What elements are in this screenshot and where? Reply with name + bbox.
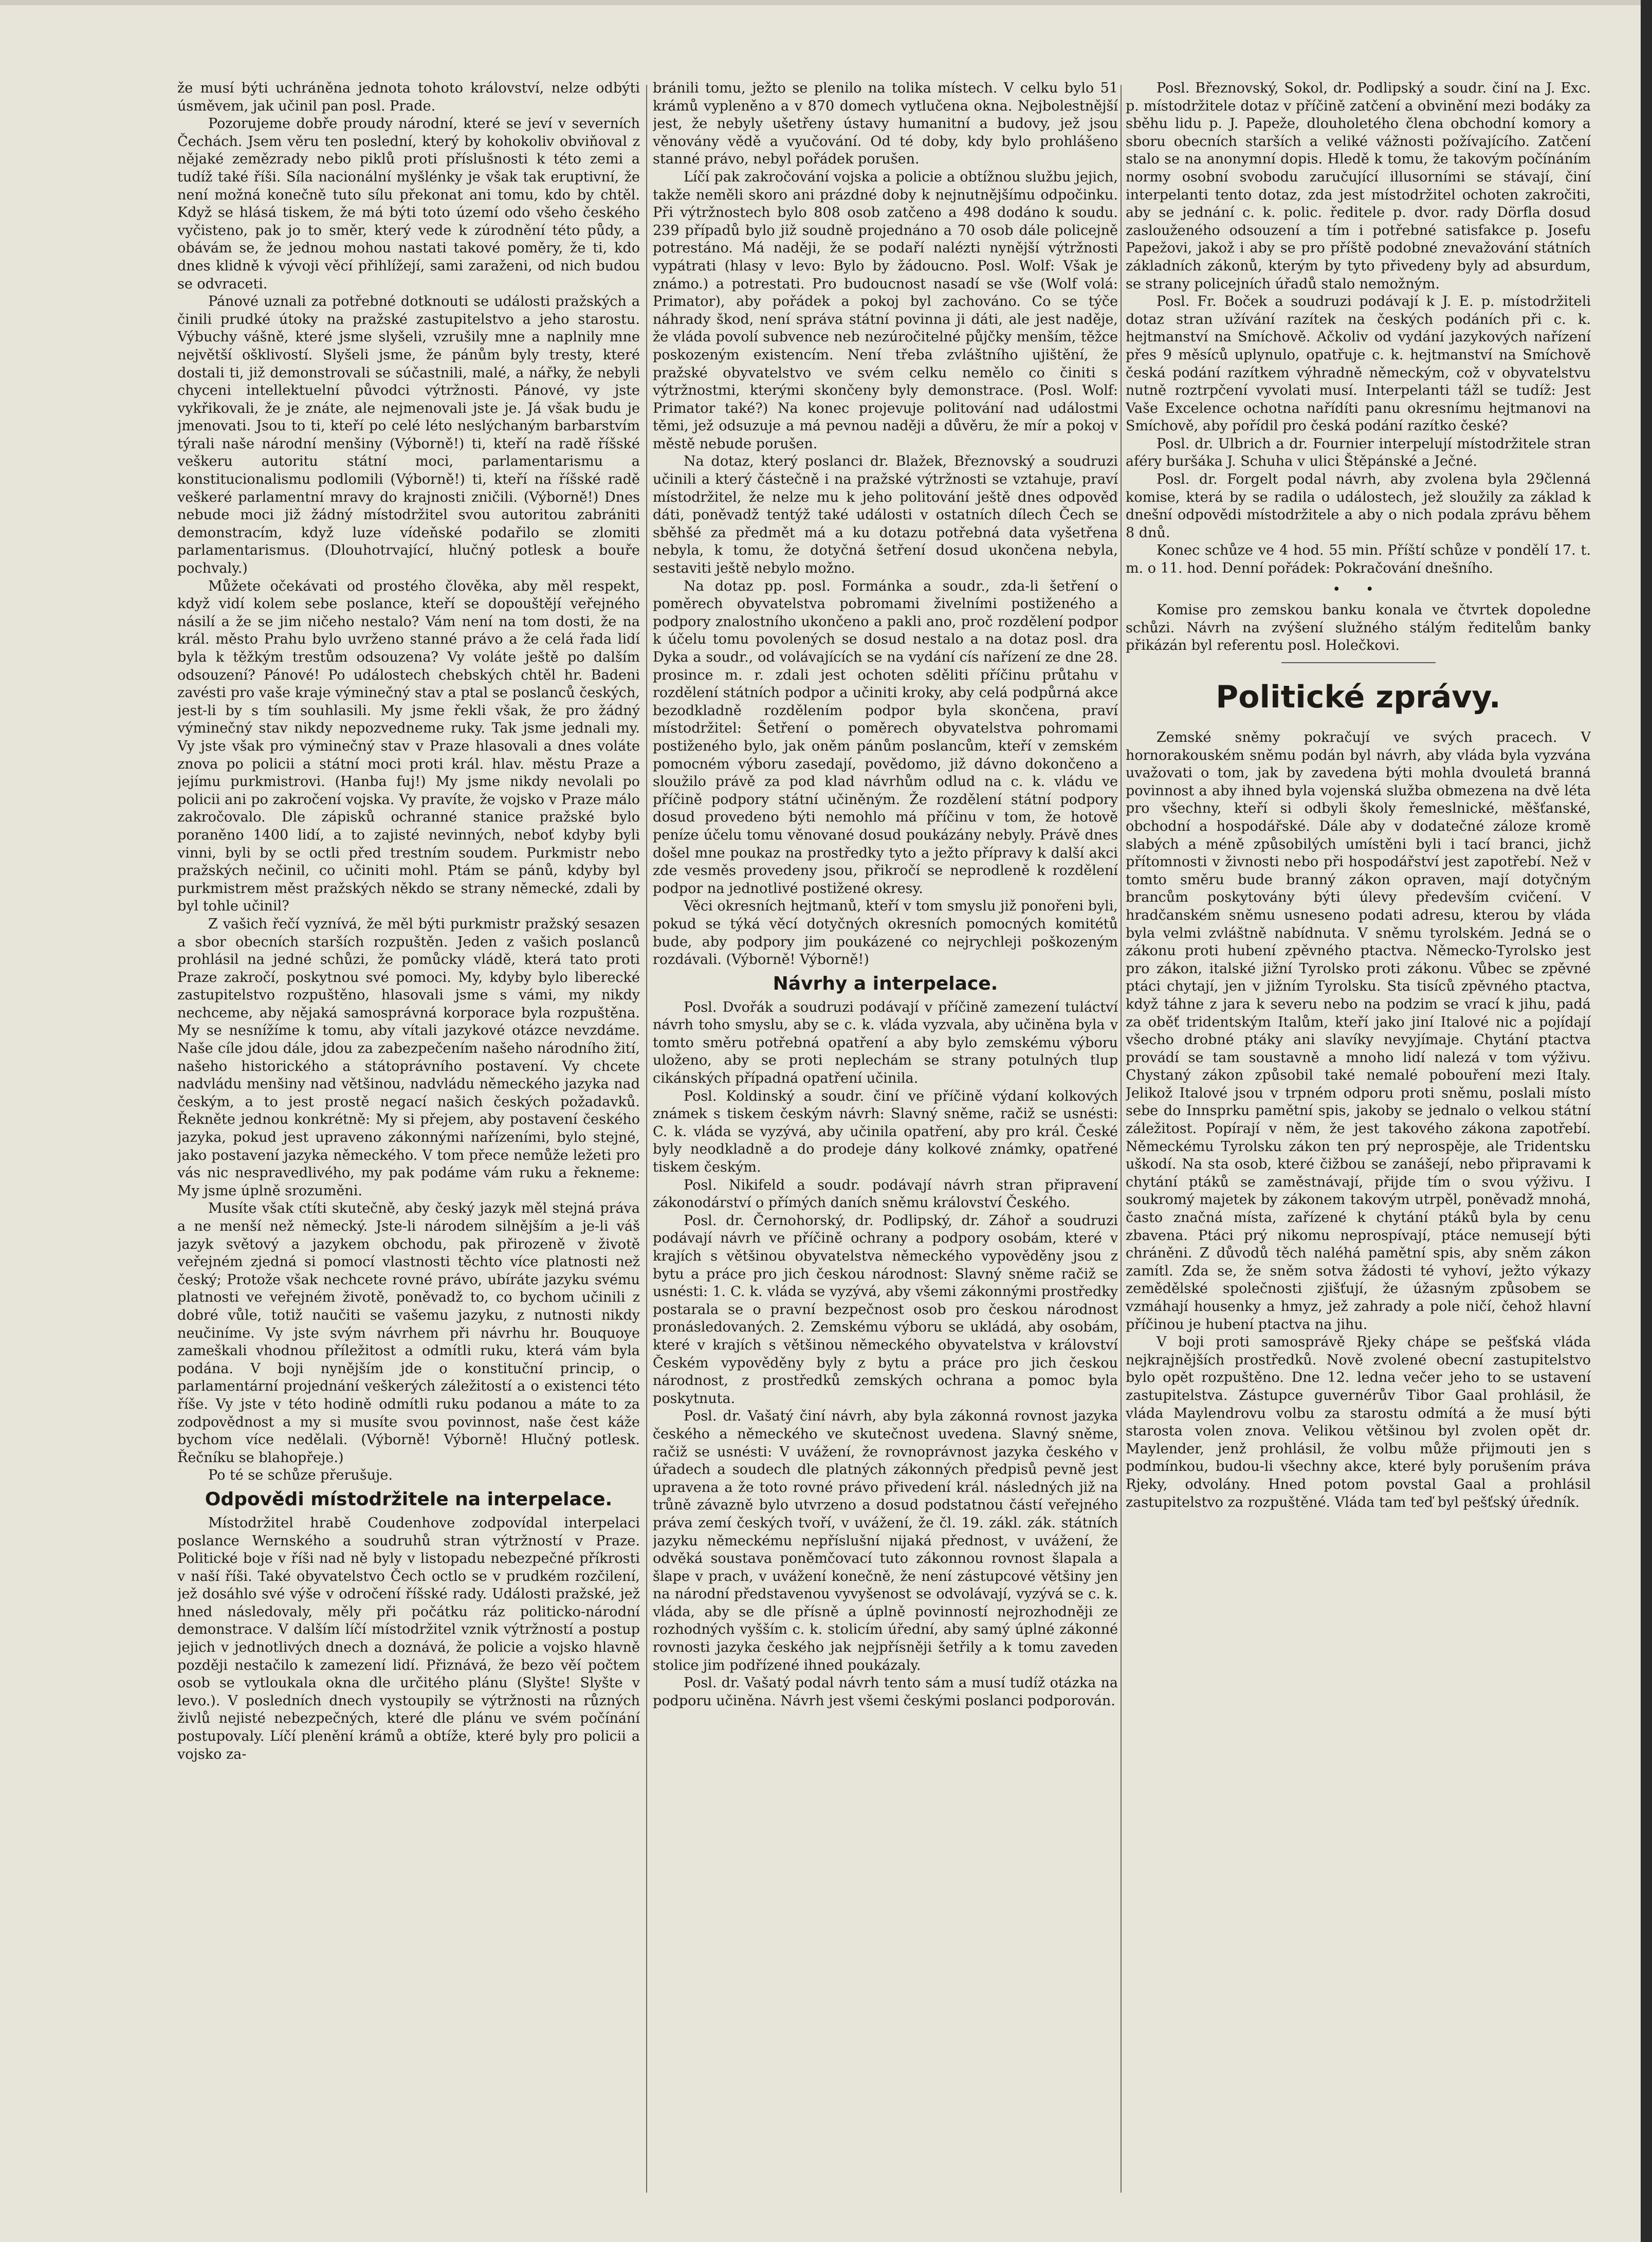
paragraph: V boji proti samosprávě Rjeky chápe se pešťská vláda nejkrajnějších prostředků. Nově zvolené obecní zastupitelstvo bylo opět rozpuštěno. Dne 12. ledna večer jeho to se ustavení zastupitelstva. Zástupce guvernérův Tibor Gaal prohlásil, že vláda Maylendrovu volbu za starostu odmítá a že musí býti starosta volen znova. Velikou většinou byl zvolen opět dr. Maylender, jenž prohlásil, že volbu může přijmouti jen s podmínkou, budou-li všechny akce, které byly porušením práva Rjeky, odvolány. Hned potom povstal Gaal a prohlásil zastupitelstvo za rozpuštěné. Vláda tam teď byl pešťský úředník.	[1126, 1334, 1591, 1510]
paragraph: Můžete očekávati od prostého člověka, aby měl respekt, když vidí kolem sebe poslance, kteří se dopouštějí veřejného násilí a že se jim ničeho nestalo? Vám není na tom dosti, že na král. město Prahu bylo uvrženo stanné právo a že celá řada lidí byla k těžkým trestům odsouzena? Vy voláte ještě po dalším odsouzení? Pánové! Po událostech chebských chtěl hr. Badeni zavésti pro vaše kraje výminečný stav a ptal se poslanců českých, jest-li by s tím souhlasili. My jsme řekli však, že pro žádný výminečný stav nikdy nepozvedneme ruky. Tak jsme jednali my. Vy jste však pro výminečný stav v Praze hlasovali a dnes voláte znova po policii a státní moci proti král. hlav. městu Praze a jejímu purkmistrovi. (Hanba fuj!) My jsme nikdy nevolali po policii ani po zakročení vojska. Vy pravíte, že vojsko v Praze málo zakročovalo. Dle zápisků ochranné stanice pražské bylo poraněno 1400 lidí, a to zajisté nevinných, neboť kdyby byli vinni, byli by se octli před trestním soudem. Purkmistr nebo pražských nečinil, co učiniti mohl. Ptám se pánů, kdyby byl purkmistrem měst pražských někdo se strany německé, zdali by byl tohle učinil?	[177, 578, 640, 915]
section-heading: Odpovědi místodržitele na interpelace.	[205, 1488, 613, 1510]
paragraph: Pánové uznali za potřebné dotknouti se události pražských a činili prudké útoky na pražské zastupitelstvo a jeho starostu. Výbuchy vášně, které jsme slyšeli, vzrušily mne a naplnily mne největší ošklivostí. Slyšeli jsme, že pánům byly tresty, které dostali ti, již demonstrovali se súčastnili, malé, a nářky, že nebyli chyceni intellektuelní původci výtržnosti. Pánové, vy jste vykřikovali, že je znáte, ale nejmenovali jste je. Já však budu je jmenovati. Jsou to ti, kteří po celé léto neslýchaným barbarstvím týrali naše národní menšiny (Výborně!) ti, kteří na radě říšské veškeru autoritu státní moci, parlamentarismu a konstitucionalismu podlomili (Výborně!) ti, kteří na říšské radě veškeré parlamentní mravy do krajnosti zničili. (Výborně!) Dnes nebude moci již žádný místodržitel svou autoritou zabrániti demonstracím, když luze vídeňské podařilo se zlomiti parlamentarismus. (Dlouhotrvající, hlučný potlesk a bouře pochvaly.)	[177, 294, 640, 577]
paragraph: Musíte však ctíti skutečně, aby český jazyk měl stejná práva a ne menší než německý. Jste-li národem silnějším a je-li váš jazyk světový a jazykem obchodu, pak přirozeně v životě veřejném zjedná si pomocí vlastnosti těchto více platnosti než český; Protože však nechcete rovné právo, ubíráte jazyku svému platnosti ve veřejném životě, poněvadž to, co bychom učinili z dobré vůle, totiž naučiti se vašemu jazyku, z nutnosti nikdy neučiníme. Vy jste svým návrhem při návrhu hr. Bouquoye zameškali vhodnou příležitost a odmítli ruku, která vám byla podána. V boji nynějším jde o konstituční princip, o parlamentární projednání veškerých záležitostí a o existenci této říše. Vy jste v této hodině odmítli ruku podanou a máte to za zodpovědnost a my si musíte svou povinnost, naše čest káže bychom více nedělali. (Výborně! Výborně! Hlučný potlesk. Řečníku se blahopřeje.)	[177, 1200, 640, 1466]
column-2	[653, 80, 1118, 2213]
short-rule	[1281, 662, 1436, 663]
paragraph: Posl. Koldinský a soudr. činí ve příčině výdaní kolkových známek s tiskem českým návrh: Slavný sněme, račiž se usnésti: C. k. vláda se vyzývá, aby učinila opatření, aby pro král. České byly neodkladně a do prodeje dány kolkové známky, opatřené tiskem českým.	[653, 1088, 1118, 1176]
paragraph: Z vašich řečí vyznívá, že měl býti purkmistr pražský sesazen a sbor obecních starších rozpuštěn. Jeden z vašich poslanců prohlásil na jedné schůzi, že pomůcky vládě, která tato proti Praze zakročí, poskytnou své pomoci. My, kdyby bylo liberecké zastupitelstvo rozpuštěno, hlasovali jsme s vámi, my nikdy nechceme, aby nějaká samosprávná korporace byla rozpuštěna. My se nesnížíme k tomu, aby vítali jazykové otázce nevzdáme. Naše cíle jdou dále, jdou za zabezpečením našeho národního žití, našeho historického a státoprávního postavení. Vy chcete nadvládu menšiny nad většinou, nadvládu německého jazyka nad českým, a to jest prostě negací našich českých požadavků. Řekněte jednou konkrétně: My si přejem, aby postavení českého jazyka, pokud jest upraveno zákonnými nařízeními, bylo stejné, jako postavení jazyka německého. V tom přece nemůže ležeti pro vás nic nespravedlivého, my pak podáme vám ruku a řekneme: My jsme úplně srozuměni.	[177, 916, 640, 1199]
paragraph: Na dotaz pp. posl. Formánka a soudr., zda-li šetření o poměrech obyvatelstva pobromami živelními postiženého a podpory znalostního ukončeno a pakli ano, proč rozdělení podpor k účelu tomu povolených se dosud nestalo a na dotaz posl. dra Dyka a soudr., od volávajících se na vydání cís nařízení ze dne 28. prosince m. r. zdali jest ochoten sděliti příčinu průtahu v rozdělení státních podpor a učiniti kroky, aby celá podpůrná akce bezodkladně rozdělením podpor byla skončena, praví místodržitel: Šetření o poměrech obyvatelstva pohromami postiženého bylo, jak oněm pánům poslancům, kteří v zemském pomocném výboru zasedají, povědomo, již dávno dokončeno a sloužilo právě za pod klad návrhům odlud na c. k. vládu ve příčině podpory státní učiněným. Že rozdělení státní podpory dosud provedeno býti nemohlo má příčinu v tom, že hotově peníze účelu tomu věnované dosud poukázány nebyly. Právě dnes došel mne poukaz na prostředky tyto a ježto přípravy k další akci zde vesměs provedeny jsou, přikročí se neprodleně k rozdělení podpor na jednotlivé postižené okresy.	[653, 578, 1118, 897]
paragraph: Pozorujeme dobře proudy národní, které se jeví v severních Čechách. Jsem věru ten poslední, který by kohokoliv obviňoval z nějaké zemězrady nebo piklů proti příslušnosti k této zemi a tudíž také říši. Síla nacionální myšlénky je však tak eruptivní, že není možná konečně tuto sílu překonat ani tomu, kdo by chtěl. Když se hlásá tiskem, že má býti toto území odo všeho českého vyčisteno, pak jo to směr, který vede k zúrodnění této půdy, a obávám se, že jednou mohou nastati takové poměry, že ti, kdo dnes klidně k vývoji věcí přihlížejí, sami zaraženi, od nich budou se odvraceti.	[177, 116, 640, 292]
paragraph: Posl. Nikifeld a soudr. podávají návrh stran připravení zákonodárství o přímých daních sněmu království Českého.	[653, 1177, 1118, 1211]
column-rule	[646, 85, 647, 2193]
column-3	[1126, 80, 1591, 2213]
paragraph: Zemské sněmy pokračují ve svých pracech. V hornorakouském sněmu podán byl návrh, aby vláda byla vyzvána uvažovati o tom, jak by zavedena býti mohla dvouletá branná povinnost a aby ihned byla vojenská služba obmezena na dvě léta pro všechny, kteří si odbyli školy řemeslnické, měšťanské, obchodní a hospodářské. Dále aby v dodatečné záloze kromě slabých a méně způsobilých umístěni byli i tací branci, jichž přítomnosti v živnosti nebo při hospodářství jest zapotřebí. Než v tomto směru bude branný zákon opraven, mají dotyčným brancům poskytovány býti úlevy především cvičení. V hradčanském sněmu usneseno podati adresu, kterou by vláda byla velmi zvláštně nabídnuta. V sněmu tyrolském. Jedná se o zákonu proti hubení zpěvného ptactva. Německo-Tyrolsko jest pro zákon, italské jižní Tyrolsko proti zákonu. Vůbec se zpěvné ptáci chytají, jen v jižním Tyrolsku. Sta tisíců zpěvného ptactva, když táhne z jara k severu nebo na podzim se vrací k jihu, padá za oběť tridentským Italům, kteří jako jiní Italové nic a pojídají všecho drobné ptáky ani slavíky nevyjímaje. Chytání ptactva provádí se tam soustavně a mnoho lidí nalezá v tom výživu. Chystaný zákon způsobil také nemalé pobouření mezi Italy. Jelikož Italové jsou v trpném odporu proti sněmu, poslali místo sebe do Innsprku pamětní spis, jakoby se jednalo o velkou státní záležitost. Popírají v něm, že jest takového zákona zapotřebí. Německému Tyrolsku zákon ten prý neprospěje, ale Tridentsku uškodí. Na sta osob, které čižbou se zanášejí, nebo připravami k chytání ptáků se zaměstnávají, přijde tím o svou výživu. I soukromý majetek by zákonem takovým utrpěl, poněvadž mnohá, často značná místa, zařízené k chytání ptáků byla by cenu zbavena. Ptáci prý nikomu neprospívají, ptáce nemusejí býti chráněni. Z důvodů těch naléhá pamětní spis, aby sněm zákon zamítl. Zda se, že sněm sotva žádosti té vyhoví, ježto výkazy zemědělské společnosti zjišťují, že úžasným způsobem se vzmáhají housenky a hmyz, jež zahrady a pole ničí, čehož hlavní příčinou je hubení ptactva na jihu.	[1126, 730, 1591, 1333]
top-rule	[0, 0, 1652, 5]
column-rule	[1121, 85, 1122, 2193]
paragraph: Posl. dr. Vašatý podal návrh tento sám a musí tudíž otázka na podporu učiněna. Návrh jest všemi českými poslanci podporován.	[653, 1675, 1118, 1709]
paragraph: Posl. Fr. Boček a soudruzi podávají k J. E. p. místodržiteli dotaz stran užívání razítek na českých podáních při c. k. hejtmanství na Smíchově. Ačkoliv od vydání jazykových nařízení přes 9 měsíců uplynulo, opatřuje c. k. hejtmanství na Smíchově česká podání razítkem výhradně německým, což v obyvatelstvu nutně roztrpčení vyvolati musí. Interpelanti tážl se tudíž: Jest Vaše Excelence ochotna nařídíti panu okresnímu hejtmanovi na Smíchově, aby pořídil pro česká podání razítko české?	[1126, 294, 1591, 434]
section-heading: Politické zprávy.	[1216, 679, 1501, 715]
paragraph: Na dotaz, který poslanci dr. Blažek, Březnovský a soudruzi učinili a který částečně i na pražské výtržnosti se vztahuje, praví místodržitel, že nelze mu k jeho politování ještě dnes odpověď dáti, poněvadž tentýž také události v ostatních dílech Čech se sběhšé za předmět má a ku dotazu potřebná data vyšetřena nebyla, k tomu, že dotyčná šetření dosud ukončena nebyla, sestaviti ještě nebylo možno.	[653, 453, 1118, 577]
paragraph: Věci okresních hejtmanů, kteří v tom smyslu již ponořeni byli, pokud se týká věcí dotyčných okresních pomocných komitétů bude, aby podpory jim poukázené co nejrychleji poškozeným rozdávali. (Výborně! Výborně!)	[653, 898, 1118, 968]
paragraph: Posl. Březnovský, Sokol, dr. Podlipský a soudr. činí na J. Exc. p. místodržitele dotaz v příčině zatčení a obvinění mezi bodáky za sběhu lidu p. J. Papeže, dlouholetého člena obchodní komory a sboru obecních starších a veliké vážnosti požívajícího. Zatčení stalo se na anonymní dopis. Hledě k tomu, že takovým počínáním normy osobní svobodu zaručující illusorními se stávají, činí interpelanti tento dotaz, zda jest místodržitel ochoten zakročiti, aby se jednání c. k. polic. ředitele p. dvor. rady Dörfla dosud zaslouženého odsouzení a tím i potřebné satisfakce p. Josefu Papežovi, jakož i aby se pro příště podobné znevažování státních základních zákonů, kterým by tyto přivedeny byly ad absurdum, se strany policejních úřadů stalo nemožným.	[1126, 80, 1591, 292]
paragraph: Posl. Dvořák a soudruzi podávají v příčině zamezení tuláctví návrh toho smyslu, aby se c. k. vláda vyzvala, aby učiněna byla v tomto směru potřebná opatření a aby bylo zemskému výboru uloženo, aby se proti neplechám se strany potulných tlup cikánských případná opatření učinila.	[653, 999, 1118, 1087]
paragraph: Posl. dr. Ulbrich a dr. Fournier interpelují místodržitele stran aféry buršáka J. Schuha v ulici Štěpánské a Ječné.	[1126, 435, 1591, 470]
separator-dots: • •	[1332, 581, 1384, 597]
paragraph: Konec schůze ve 4 hod. 55 min. Příští schůze v pondělí 17. t. m. o 11. hod. Denní pořádek: Pokračování dnešního.	[1126, 542, 1591, 577]
paragraph: Líčí pak zakročování vojska a policie a obtížnou službu jejich, takže neměli skoro ani prázdné doby k nejnutnějšímu odpočinku. Při výtržnostech bylo 808 osob zatčeno a 498 dodáno k soudu. 239 případů bylo již soudně projednáno a 70 osob dále policejně potrestáno. Má naději, že se podaří nalézti nynější výtržnosti vypátrati (hlasy v levo: Bylo by žádoucno. Posl. Wolf: Však je známo.) a potrestati. Pro budoucnost nasadí se vše (Wolf volá: Primator), aby pořádek a pokoj byl zachováno. Co se týče náhrady škod, není správa státní povinna ji dáti, ale jest naděje, že vláda povolí subvence neb nezúročitelné půjčky menším, těžce poskozeným existencím. Není třeba zvláštního ujištění, že pražské obyvatelstvo ve svém celku nemělo co činiti s výtržnostmi, kterými skončeny byly demonstrace. (Posl. Wolf: Primator také?) Na konec projevuje politování nad událostmi těmi, jež odsuzuje a má pevnou naději a důvěru, že mír a pokoj v městě nebude porušen.	[653, 169, 1118, 452]
paragraph: Po té se schůze přerušuje.	[208, 1467, 393, 1484]
column-1	[177, 80, 640, 2213]
paragraph: Místodržitel hrabě Coudenhove zodpovídal interpelaci poslance Wernského a soudruhů stran výtržností v Praze. Politické boje v říši nad ně byly v listopadu nebezpečné příkrosti v naší říši. Také obyvatelstvo Čech octlo se v prudkém rozčilení, jež dosáhlo své výše v odročení říšské rady. Události pražské, jež hned následovaly, měly při počátku ráz politicko-národní demonstrace. V dalším líčí místodržitel vznik výtržností a postup jejich v jednotlivých dnech a doznává, že policie a vojsko hlavně později nestačilo k zamezení lidí. Přiznává, že bezo věí počtem osob se vytloukala okna dle určitého plánu (Slyšte! Slyšte v levo.). V posledních dnech vystoupily se výtržnosti na různých živlů nejisté nebezpečných, které dle plánu ve svém počínání postupovaly. Líčí plenění krámů a obtíže, které byly pro policii a vojsko za-	[177, 1515, 640, 1762]
paragraph: Komise pro zemskou banku konala ve čtvrtek dopoledne schůzi. Návrh na zvýšení služného stálým ředitelům banky přikázán byl referentu posl. Holečkovi.	[1126, 602, 1591, 654]
scan-edge	[1641, 0, 1652, 2242]
section-heading: Návrhy a interpelace.	[773, 973, 998, 994]
paragraph: Posl. dr. Forgelt podal návrh, aby zvolena byla 29členná komise, která by se radila o událostech, jež sloužily za základ k dnešní odpovědi místodržitele a aby o nich podala zprávu během 8 dnů.	[1126, 471, 1591, 541]
paragraph: Posl. dr. Černohorský, dr. Podlipský, dr. Záhoř a soudruzi podávají návrh ve příčině ochrany a podpory osobám, které v krajích s většinou obyvatelstva německého vypověděny jsou z bytu a práce pro jich českou národnost: Slavný sněme račiž se usnésti: 1. C. k. vláda se vyzývá, aby všemi zákonnými prostředky postarala se o pravní bezpečnost osob pro českou národnost pronásledovaných. 2. Zemskému výboru se ukládá, aby osobám, které v krajích s většinou německého obyvatelstva v království Českém vypověděny byly z bytu a práce pro jich českou národnost, z prostředků zemských ochrana a pomoc byla poskytnuta.	[653, 1212, 1118, 1407]
paragraph: že musí býti uchráněna jednota tohoto království, nelze odbýti úsměvem, jak učinil pan posl. Prade.	[177, 80, 640, 114]
paragraph: Posl. dr. Vašatý činí návrh, aby byla zákonná rovnost jazyka českého a německého ve skutečnost uvedena. Slavný sněme, račiž se usnésti: V uvážení, že rovnoprávnost jazyka českého v úřadech a soudech dle platných zákonných předpisů pevně jest upravena a že toto rovné právo přivedení král. následných již na trůně závazně bylo utvrzeno a dosud podstatnou částí veřejného práva zemí českých tvoří, v uvážení, že čl. 19. zákl. zák. státních jazyku německému nepříslušní nijaká přednost, v uvážení, že odvěká soustava poněmčovací tuto zákonnou rovnost šlapala a šlape v prach, v uvážení konečně, že není zástupcové většiny jen na národní představenou vyvyšenost se odvolávají, vyzývá se c. k. vláda, aby se dle přísně a úplně povinností nejrozhodněji ze rozhodných vyšším c. k. stolicím úřední, aby samý úplné zákonné rovnosti jazyka českého jak nejpřísněji šetřily a k tomu zaveden stolice jim podřízené ihned poukázaly.	[653, 1408, 1118, 1673]
paragraph: bránili tomu, ježto se plenilo na tolika místech. V celku bylo 51 krámů vypleněno a v 870 domech vytlučena okna. Nejbolestnější jest, že nebyly ušetřeny ústavy humanitní a budovy, jež jsou věnovány vědě a vyučování. Od té doby, kdy bylo prohlášeno stanné právo, nebyl pořádek porušen.	[653, 80, 1118, 168]
